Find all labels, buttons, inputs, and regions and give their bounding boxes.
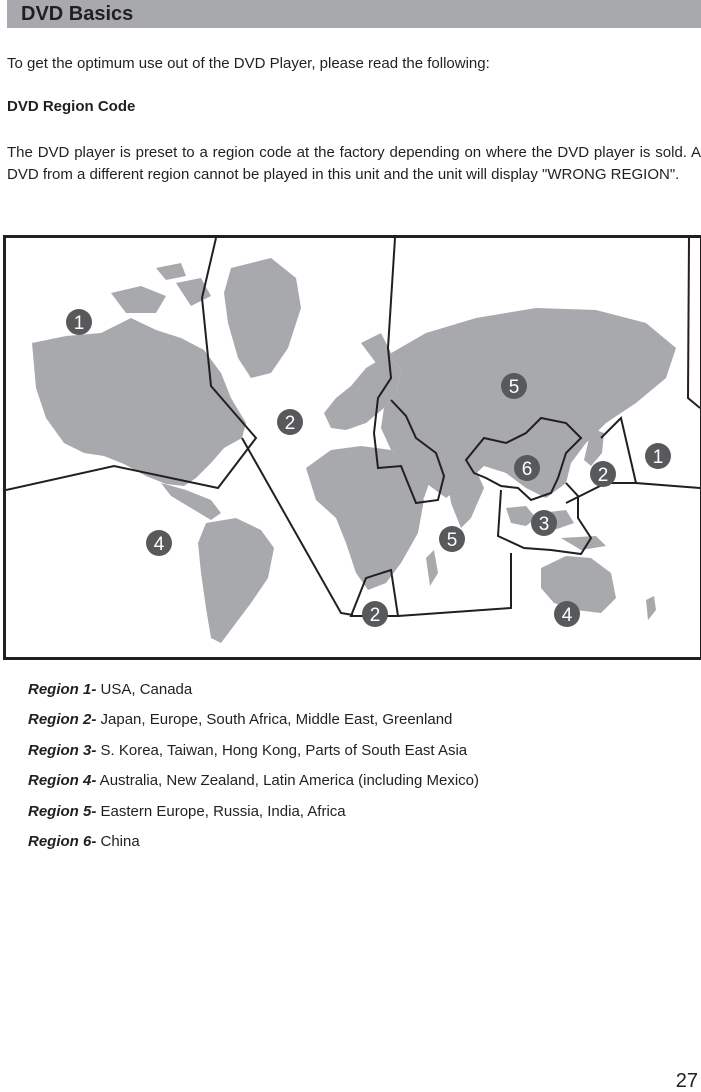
region-label: Region 4-: [28, 772, 97, 790]
region-row-1: [28, 680, 479, 710]
svg-text:5: 5: [508, 377, 520, 398]
badge-region-4-australia: [554, 601, 580, 627]
badge-region-5-russia: [501, 373, 527, 399]
region-label: Region 6-: [28, 832, 97, 850]
badge-region-1-pacific: [645, 443, 671, 469]
region-label: Region 1-: [28, 681, 97, 698]
svg-text:6: 6: [521, 459, 533, 480]
badge-region-2-japan: [590, 461, 616, 487]
region-label: Region 2-: [28, 711, 97, 729]
badge-region-1-americas: [66, 309, 92, 335]
svg-text:1: 1: [652, 447, 664, 468]
section-body: The DVD player is preset to a region code at the factory depending on where the DVD player is sold. A DVD from a different region cannot be played in this unit and the unit will display "WRONG REGION".: [7, 144, 701, 183]
landmasses: [32, 258, 676, 643]
svg-text:1: 1: [73, 313, 85, 334]
region-list: [28, 680, 479, 862]
region-description: Eastern Europe, Russia, India, Africa: [96, 802, 346, 820]
region-row-6: [28, 832, 479, 862]
section-heading: DVD Region Code: [7, 98, 136, 115]
badge-region-2-europe: [277, 409, 303, 435]
region-description: Japan, Europe, South Africa, Middle East, Greenland: [96, 711, 453, 729]
region-description: USA, Canada: [96, 681, 193, 698]
svg-text:2: 2: [597, 465, 609, 486]
svg-text:3: 3: [538, 514, 550, 535]
badge-region-6-china: [514, 455, 540, 481]
region-row-2: [28, 710, 479, 740]
badge-region-3-southeast-asia: [531, 510, 557, 536]
svg-text:2: 2: [284, 413, 296, 434]
svg-text:5: 5: [446, 530, 458, 551]
region-label: Region 3-: [28, 741, 97, 759]
page-number: 27: [675, 1070, 698, 1092]
region-row-4: [28, 771, 479, 801]
region-description: S. Korea, Taiwan, Hong Kong, Parts of South East Asia: [96, 741, 468, 759]
svg-text:4: 4: [153, 534, 165, 555]
intro-text: To get the optimum use out of the DVD Player, please read the following:: [7, 55, 490, 72]
world-map: [6, 238, 700, 657]
page-title: DVD Basics: [21, 3, 134, 25]
region-row-5: [28, 802, 479, 832]
region-map: [3, 235, 701, 660]
region-label: Region 5-: [28, 802, 97, 820]
badge-region-4-latin-america: [146, 530, 172, 556]
region-description: China: [96, 832, 140, 850]
svg-text:4: 4: [561, 605, 573, 626]
badge-region-2-south-africa: [362, 601, 388, 627]
region-row-3: [28, 741, 479, 771]
svg-text:2: 2: [369, 605, 381, 626]
badge-region-5-india-ocean: [439, 526, 465, 552]
region-description: Australia, New Zealand, Latin America (including Mexico): [96, 772, 480, 790]
header-bar: [7, 0, 701, 28]
